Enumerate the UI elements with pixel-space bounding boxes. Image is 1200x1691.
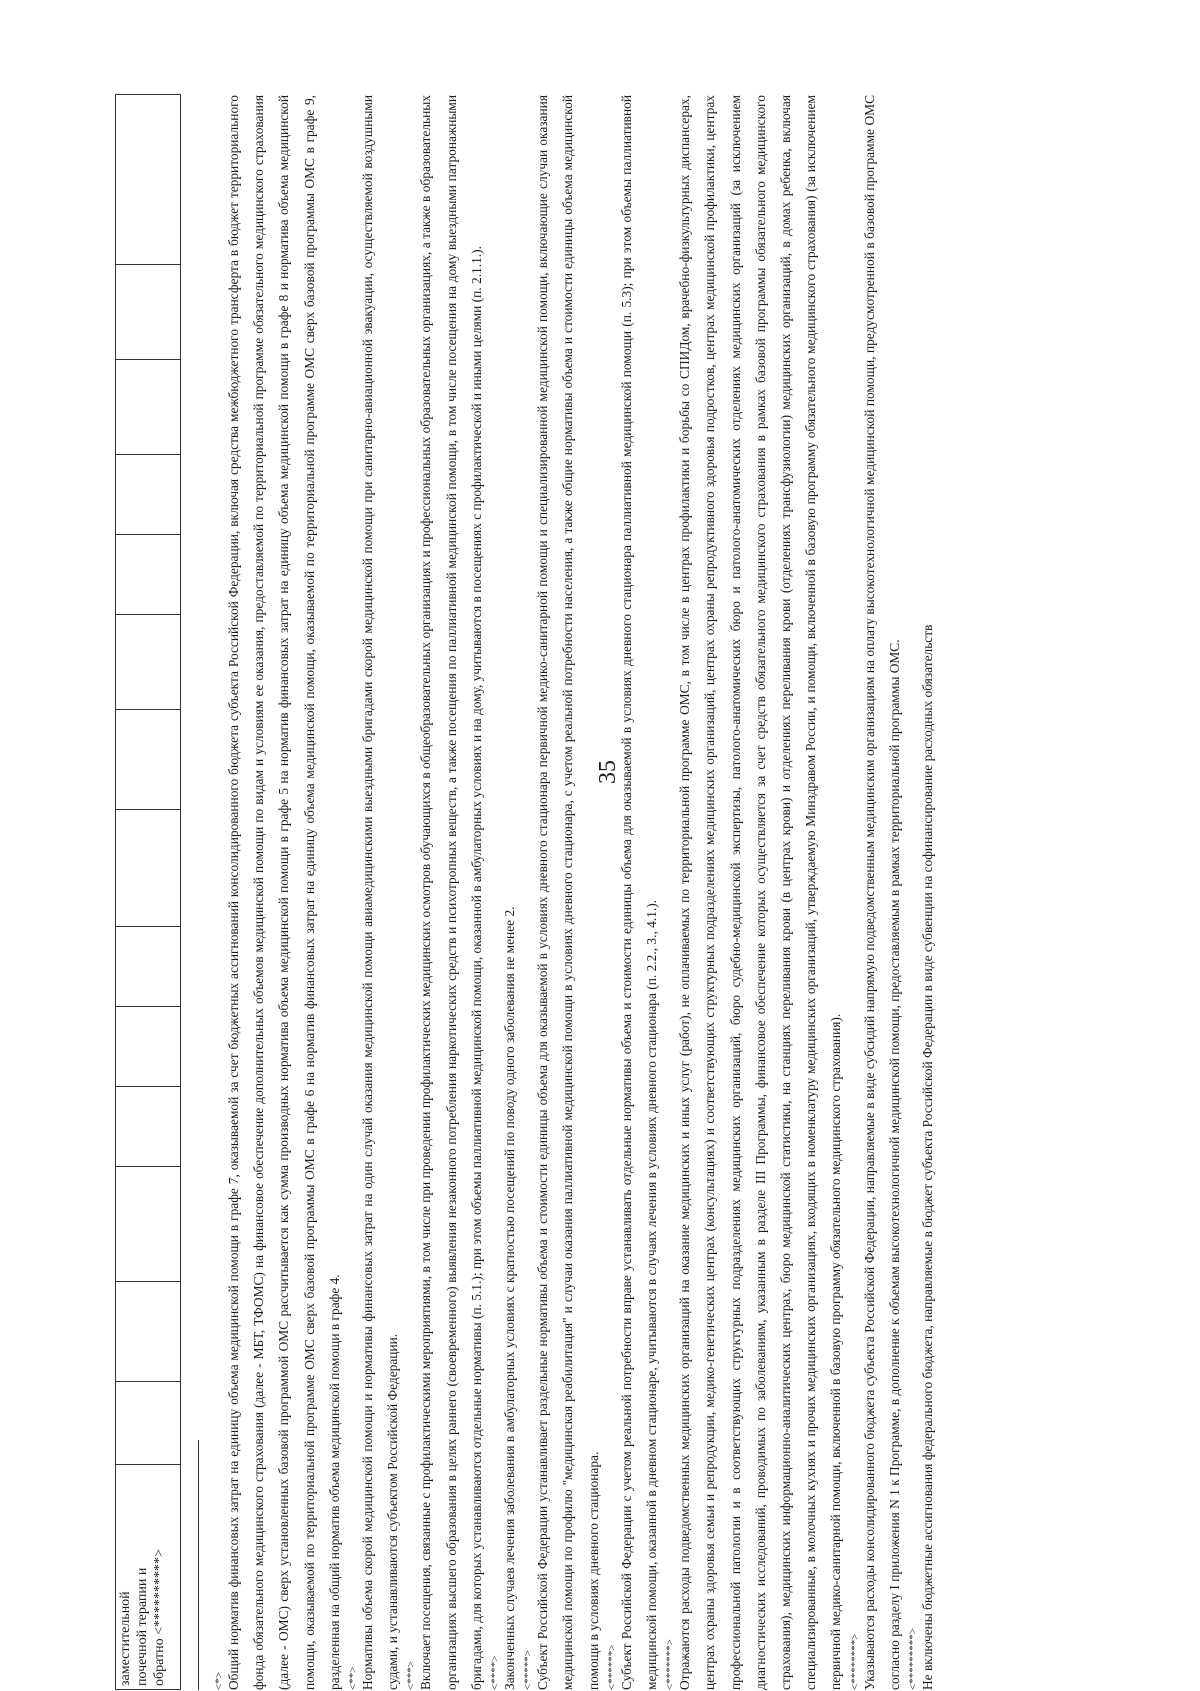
footnote [522,95,606,1690]
footnote [907,95,940,1690]
row-label-line: почечной терапии и [135,1567,150,1686]
footnote-marker: <****> [489,1655,502,1690]
table-cell [116,359,180,454]
footnotes [213,95,940,1690]
table-cell [116,534,180,614]
table-cell [116,1281,180,1381]
footnote [606,95,664,1690]
table-cell [116,614,180,709]
footnote [405,95,489,1690]
rotated-page-content [115,90,1085,1690]
footnote-marker: <**> [347,1666,360,1690]
table-cell [116,709,180,809]
footnote-text: Указываются расходы консолидированного бюджета субъекта Российской Федерации, направляемые в виде субсидий напрямую подведомственным медицинским организациям на оплату высокотехнологичной медицинской помощи, предусмотренной в базовой программе ОМС согласно разделу I приложения N 1 к Программе, в дополнение к объемам высокотехнологичной медицинской помощи, предоставляемым в рамках территориальной программы ОМС. [861,95,902,1690]
footnote [489,95,522,1690]
footnote-marker: <*******> [664,1639,677,1690]
footnote [213,95,347,1690]
table-cell [116,94,180,264]
footnote-text: Не включены бюджетные ассигнования федерального бюджета, направляемые в бюджет субъекта Российской Федерации в виде субвенции на софинансирование расходных обязательств [920,624,936,1690]
footnote-text: Законченных случаев лечения заболевания в амбулаторных условиях с кратностью посещений по поводу одного заболевания не менее 2. [502,906,518,1690]
footnote-text: Отражаются расходы подведомственных медицинских организаций на оказание медицинских и иных услуг (работ), не оплачиваемых по территориальной программе ОМС, в том числе в центрах профилактики и борьбы со СПИДом, врачебно-физкультурных диспансерах, центрах охраны здоровья семьи и репродукции, медико-генетических центрах (консультациях) и соответствующих структурных подразделениях медицинских организаций, центрах охраны репродуктивного здоровья подростков, центрах медицинской профилактики, центрах профессиональной патологии и в соответствующих структурных подразделениях медицинских организаций, бюро судебно-медицинской экспертизы, патолого-анатомических бюро и патолого-анатомических отделениях медицинских организаций (за исключением диагностических исследований, проводимых по заболеваниям, указанным в разделе III Программы, финансовое обеспечение которых осуществляется за счет средств обязательного медицинского страхования в рамках базовой программы обязательного медицинского страхования), медицинских информационно-аналитических центрах, бюро медицинской статистики, на станциях переливания крови (в центрах крови) и отделениях переливания крови (отделениях трансфузиологии) медицинских организаций, в домах ребенка, включая специализированные, в молочных кухнях и прочих медицинских организациях, входящих в номенклатуру медицинских организаций, утверждаемую Минздравом России, и помощи, включенной в базовую программу обязательного медицинского страхования) (за исключением первичной медико-санитарной помощи, включенной в базовую программу обязательного медицинского страхования). [677,95,844,1690]
table-cell [116,1086,180,1166]
footnote-marker: <***> [405,1661,418,1690]
footnote [664,95,848,1690]
table-cell [116,1006,180,1086]
footnote-text: Субъект Российской Федерации с учетом реальной потребности вправе устанавливать отдельные нормативы объема и стоимости единицы объема для оказываемой в условиях дневного стационара паллиативной медицинской помощи (п. 5.3); при этом объемы паллиативной медицинской помощи, оказанной в дневном стационаре, учитываются в случаях лечения в условиях дневного стационара (п. 2.2., 3., 4.1.). [618,95,660,1690]
footnote-text: Субъект Российской Федерации устанавливает раздельные нормативы объема и стоимости единицы объема для оказываемой в условиях дневного стационара первичной медико-санитарной помощи и специализированной медицинской помощи, включающие случаи оказания медицинской помощи по профилю "медицинская реабилитация" и случаи оказания паллиативной медицинской помощи в условиях дневного стационара, с учетом реальной потребности населения, а также общие нормативы объема и стоимости единицы объема медицинской помощи в условиях дневного стационара. [535,95,601,1690]
table-row-label [116,1464,180,1689]
table-cell [116,1166,180,1281]
table-fragment [115,94,181,1690]
footnote-separator [198,1440,199,1690]
footnote-marker: <*****> [522,1650,535,1690]
table-cell [116,809,180,926]
footnote [849,95,907,1690]
row-label-line: заместительной [118,1591,133,1686]
row-label-line: обратно <**********> [152,1549,167,1686]
table-cell [116,1381,180,1464]
footnote-text: Общий норматив финансовых затрат на единицу объема медицинской помощи в графе 7, оказываемой за счет бюджетных ассигнований консолидированного бюджета субъекта Российской Федерации, включая средства межбюджетного трансферта в бюджет территориального фонда обязательного медицинского страхования (далее - МБТ, ТФОМС) на финансовое обеспечение дополнительных объемов медицинской помощи по видам и условиям ее оказания, предоставляемой по территориальной программе обязательного медицинского страхования (далее - ОМС) сверх установленных базовой программой ОМС рассчитывается как сумма производных норматива объема медицинской помощи в графе 5 на норматив финансовых затрат на единицу объема медицинской помощи в графе 8 и норматива объема медицинской помощи, оказываемой по территориальной программе ОМС сверх базовой программы ОМС в графе 6 на норматив финансовых затрат на единицу объема медицинской помощи, оказываемой по территориальной программе ОМС сверх базовой программы ОМС в графе 9, разделенная на общий норматив объема медицинской помощи в графе 4. [226,95,342,1690]
footnote-marker: <*> [213,1672,225,1690]
footnote-marker: <********> [848,1633,861,1690]
table-cell [116,264,180,359]
footnote-marker: <******> [605,1644,618,1690]
footnote-text: Нормативы объема скорой медицинской помощи и нормативы финансовых затрат на один случай оказания медицинской помощи авиамедицинскими выездными бригадами скорой медицинской помощи при санитарно-авиационной эвакуации, осуществляемой воздушными судами, и устанавливаются субъектом Российской Федерации. [360,95,401,1690]
footnote-marker: <*********> [907,1628,920,1690]
footnote [347,95,405,1690]
footnote-text: Включает посещения, связанные с профилактическими мероприятиями, в том числе при проведении профилактических медицинских осмотров обучающихся в общеобразовательных организациях и профессиональных образовательных организациях, а также в образовательных организациях высшего образования в целях раннего (своевременного) выявления незаконного потребления наркотических средств и психотропных веществ, а также посещения по паллиативной медицинской помощи, в том числе посещения на дому выездными патронажными бригадами, для которых устанавливаются отдельные нормативы (п. 5.1.); при этом объемы паллиативной медицинской помощи, оказанной в амбулаторных условиях и на дому, учитываются в посещениях с профилактической и иными целями (п. 2.1.1.). [418,95,484,1690]
table-cell [116,454,180,534]
page-number: 35 [595,760,621,784]
table-cell [116,926,180,1006]
